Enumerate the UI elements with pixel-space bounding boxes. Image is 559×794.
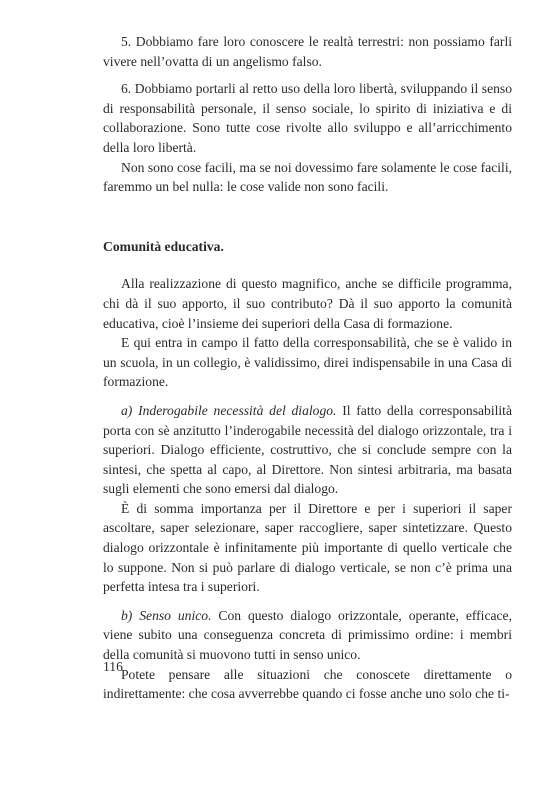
intro-paragraph-2: E qui entra in campo il fatto della corresponsabilità, che se è valido in un scuola, in un collegio, è validissimo, direi indispensabile in una Casa di formazione. bbox=[103, 335, 512, 390]
item-a-paragraph-2: È di somma importanza per il Direttore e per i superiori il saper ascoltare, saper selezionare, saper raccogliere, saper sintetizzare. Questo dialogo orizzontale è infinitamente più importante di quello verticale che lo suppone. Non si può parlare di dialogo verticale, se non c’è prima una perfetta intesa tra i superiori. bbox=[103, 500, 512, 595]
item-b-paragraph bbox=[103, 606, 512, 665]
paragraph-5: 5. Dobbiamo fare loro conoscere le realtà terrestri: non possiamo farli vivere nell’ovatta di un angelismo falso. bbox=[103, 34, 512, 69]
paragraph-6-continued: Non sono cose facili, ma se noi dovessimo fare solamente le cose facili, faremmo un bel nulla: le cose valide non sono facili. bbox=[103, 159, 512, 195]
item-a-paragraph bbox=[103, 401, 512, 499]
item-b-label: b) Senso unico. bbox=[121, 607, 212, 623]
item-a-label: a) Inderogabile necessità del dialogo. bbox=[121, 402, 337, 418]
item-b-paragraph-2: Potete pensare alle situazioni che conoscete direttamente o indirettamente: che cosa avverrebbe quando ci fosse anche uno solo che ti- bbox=[103, 666, 512, 702]
item-a-text: Il fatto della corresponsabilità porta con sè anzitutto l’inderogabile necessità del dialogo orizzontale, tra i superiori. Dialogo efficiente, costruttivo, che si conclude sempre con la sintesi, che spetta al capo, al Direttore. Non sintesi arbitraria, ma basata sugli elementi che sono emersi dal dialogo. bbox=[103, 402, 512, 497]
intro-paragraph-1: Alla realizzazione di questo magnifico, anche se difficile programma, chi dà il suo apporto, il suo contributo? Dà il suo apporto la comunità educativa, cioè l’insieme dei superiori della Casa di formazione. bbox=[103, 276, 512, 331]
paragraph-6: 6. Dobbiamo portarli al retto uso della loro libertà, sviluppando il senso di responsabilità personale, il senso sociale, lo spirito di iniziativa e di collaborazione. Sono tutte cose rivolte allo sviluppo e all’arricchimento della loro libertà. bbox=[103, 81, 512, 155]
section-heading: Comunità educativa. bbox=[103, 238, 224, 254]
item-b-text: Con questo dialogo orizzontale, operante, efficace, viene subito una conseguenza concreta di primissimo ordine: i membri della comunità si muovono tutti in senso unico. bbox=[103, 607, 512, 663]
page-number: 116 bbox=[103, 659, 123, 674]
body-text bbox=[103, 32, 512, 704]
